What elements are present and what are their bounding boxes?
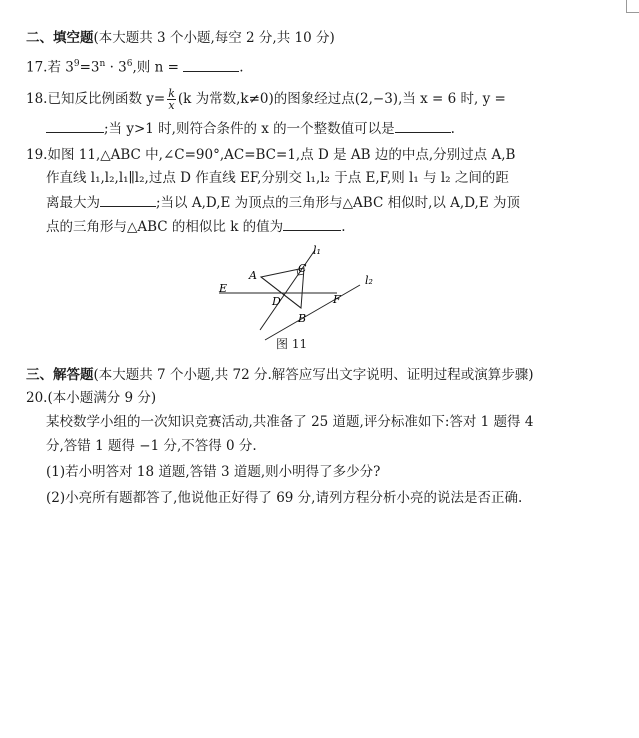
section3-title: 三、解答题	[26, 367, 94, 383]
label-a: A	[249, 269, 257, 282]
question-19-line4	[46, 216, 345, 237]
question-19-line2: 作直线 l₁,l₂,l₁∥l₂,过点 D 作直线 EF,分别交 l₁,l₂ 于点 E,F,则 l₁ 与 l₂ 之间的距	[46, 170, 509, 186]
q18-frac-num: k	[168, 87, 175, 100]
question-18-line2	[46, 118, 455, 139]
question-20-part1: (1)若小明答对 18 道题,答错 3 道题,则小明得了多少分?	[46, 464, 381, 480]
q18-answer-blank-2[interactable]	[395, 118, 451, 133]
label-l2: l₂	[365, 274, 373, 287]
question-18-line1	[26, 88, 506, 111]
q19-answer-blank-1[interactable]	[100, 192, 156, 207]
label-d: D	[272, 295, 281, 308]
q17-text-a: 17.若 3	[26, 59, 74, 76]
q18-frac-den: x	[168, 99, 175, 112]
question-20-header: 20.(本小题满分 9 分)	[26, 390, 157, 406]
figure-11-caption: 图 11	[276, 337, 308, 351]
label-f: F	[333, 293, 341, 306]
label-e: E	[219, 282, 228, 295]
q17-exp2: n	[99, 59, 106, 69]
q19-line3-b: ;当以 A,D,E 为顶点的三角形与△ABC 相似时,以 A,D,E 为顶	[156, 195, 520, 211]
label-b: B	[298, 312, 307, 325]
q17-text-c: · 3	[105, 59, 127, 76]
question-17	[26, 54, 243, 78]
q18-text-a: 18.已知反比例函数 y=	[26, 91, 166, 107]
line-l1	[260, 250, 315, 330]
q19-answer-blank-2[interactable]	[283, 216, 341, 231]
section3-desc: (本大题共 7 个小题,共 72 分.解答应写出文字说明、证明过程或演算步骤)	[93, 367, 534, 383]
q18-answer-blank-1[interactable]	[46, 118, 104, 133]
label-c: C	[298, 262, 307, 275]
question-20-para2: 分,答错 1 题得 −1 分,不答得 0 分.	[46, 438, 257, 454]
question-19-line1: 19.如图 11,△ABC 中,∠C=90°,AC=BC=1,点 D 是 AB 边的中点,分别过点 A,B	[26, 147, 516, 163]
q17-answer-blank[interactable]	[183, 57, 239, 72]
question-20-part2: (2)小亮所有题都答了,他说他正好得了 69 分,请列方程分析小亮的说法是否正确.	[46, 490, 523, 506]
question-20-para1: 某校数学小组的一次知识竞赛活动,共准备了 25 道题,评分标准如下:答对 1 题得 4	[46, 414, 534, 430]
q19-line4-end: .	[341, 219, 346, 235]
page-corner-mark	[626, 0, 639, 13]
q18-line2-end: .	[450, 121, 455, 137]
q17-exp1: 9	[73, 59, 80, 69]
section3-heading	[26, 365, 534, 385]
q19-line3-a: 离最大为	[46, 195, 100, 211]
q18-text-b: (k 为常数,k≠0)的图象经过点(2,−3),当 x = 6 时, y =	[177, 91, 506, 107]
q17-exp3: 6	[126, 59, 133, 69]
q18-line2-a: ;当 y>1 时,则符合条件的 x 的一个整数值可以是	[104, 121, 395, 137]
section2-desc: (本大题共 3 个小题,每空 2 分,共 10 分)	[93, 30, 335, 46]
section2-title: 二、填空题	[26, 30, 94, 46]
q17-text-b: =3	[79, 59, 100, 76]
q17-text-d: ,则 n =	[132, 59, 179, 76]
q19-line4-a: 点的三角形与△ABC 的相似比 k 的值为	[46, 219, 284, 235]
question-19-line3	[46, 192, 520, 213]
label-l1: l₁	[313, 244, 321, 257]
section2-heading	[26, 28, 335, 48]
q17-end: .	[239, 59, 244, 76]
q18-fraction	[167, 88, 176, 111]
